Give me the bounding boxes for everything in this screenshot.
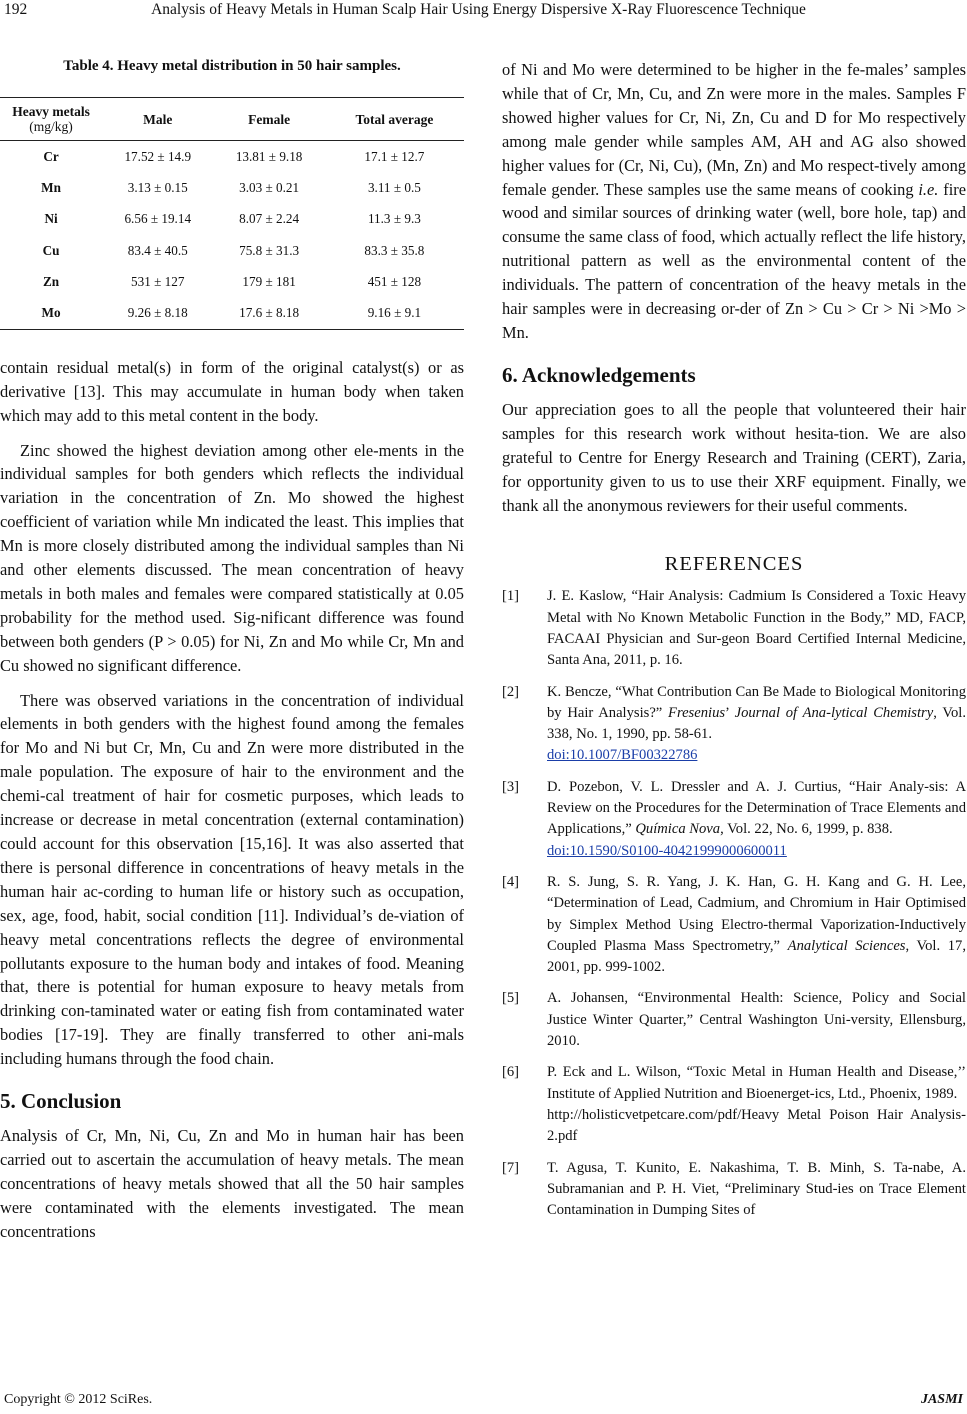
- col-header-total: Total average: [355, 111, 434, 127]
- cell-female: 17.6 ± 8.18: [239, 305, 300, 321]
- cell-total: 83.3 ± 35.8: [364, 242, 425, 258]
- reference-number: [6]: [502, 1064, 520, 1081]
- cell-metal: Zn: [42, 273, 60, 289]
- body-paragraph: Zinc showed the highest deviation among other ele-ments in the individual samples for both genders which reflects the individual variation in the concentration of Zn. Mo showed the highest coefficient of variation while Mn indicated the least. This implies that Mn is more closely distributed among the individual samples than Ni and other elements discussed. The mean concentration of heavy metals in both males and females were compared statistically at 0.05 probability for the method used. Sig-nificant difference was found between both genders (P > 0.05) for Ni, Zn and Mo while Cr, Mn and Cu showed no significant difference.: [0, 440, 464, 675]
- table-row: [0, 141, 464, 173]
- journal-abbrev: JASMI: [920, 1392, 963, 1407]
- conclusion-paragraph: Analysis of Cr, Mn, Ni, Cu, Zn and Mo in human hair has been carried out to ascertain the accumulation of heavy metals. The mean concentrations of heavy metals showed that all the 50 hair samples were contaminated with the elements investigated. The mean concentrations: [0, 1126, 464, 1241]
- table-header-row: [0, 98, 464, 141]
- references-heading: REFERENCES: [664, 553, 804, 576]
- doi-link[interactable]: doi:10.1590/S0100-40421999000600011: [547, 842, 787, 859]
- table-row: [0, 204, 464, 235]
- cell-metal: Cr: [43, 148, 59, 164]
- right-column: [502, 58, 966, 1221]
- table-row: [0, 266, 464, 297]
- reference-number: [7]: [502, 1159, 520, 1176]
- doi-link[interactable]: doi:10.1007/BF00322786: [547, 747, 698, 764]
- heavy-metal-table: [0, 97, 464, 330]
- cell-female: 8.07 ± 2.24: [239, 211, 300, 227]
- cell-total: 17.1 ± 12.7: [364, 148, 425, 164]
- cell-total: 3.11 ± 0.5: [367, 179, 421, 195]
- col-header-metal: Heavy metals (mg/kg): [0, 98, 102, 141]
- cell-total: 9.16 ± 9.1: [367, 305, 422, 321]
- page-header: [0, 0, 967, 26]
- left-column: [0, 58, 464, 1244]
- col-header-unit: (mg/kg): [29, 119, 73, 134]
- reference-number: [5]: [502, 990, 520, 1007]
- cell-female: 179 ± 181: [242, 273, 296, 289]
- reference-item: [6] P. Eck and L. Wilson, “Toxic Metal in Human Health and Disease,’’ Institute of Applied Nutrition and Bioenerget-ics, Ltd., Phoenix, 1989. http://holisticvetpetcare.com/pdf/Heavy Metal Poison Hair Analysis-2.pdf: [502, 1064, 966, 1145]
- table-row: [0, 235, 464, 266]
- reference-item: [1] J. E. Kaslow, “Hair Analysis: Cadmium Is Considered a Toxic Heavy Metal with No Known Metabolic Function in the Body,” MD, FACP, FACAAI Physician and Sur-geon Board Certified Internal Medicine, Santa Ana, 2011, p. 16.: [502, 588, 966, 669]
- cell-metal: Mo: [41, 305, 61, 321]
- cell-total: 11.3 ± 9.3: [367, 211, 421, 227]
- reference-item: [5] A. Johansen, “Environmental Health: Science, Policy and Social Justice Winter Quarter,” Central Washington Uni-versity, Ellensburg, 2010.: [502, 990, 966, 1050]
- reference-number: [3]: [502, 778, 520, 795]
- table-row: [0, 172, 464, 203]
- col-header-male: Male: [143, 111, 173, 127]
- reference-number: [1]: [502, 588, 520, 605]
- body-paragraph: There was observed variations in the concentration of individual elements in both genders with the highest found among the females for Mo and Ni but Cr, Mn, Cu and Zn were more distributed in the male population. The exposure of hair to the environment and the chemi-cal treatment of hair for cosmetic purposes, which leads to increase or decrease in metal concentration (external contamination) could account for this observation [15,16]. It was also asserted that there is personal difference in concentrations of heavy metals in the human hair ac-cording to human life or history such as occupation, sex, age, food, habit, social condition [11]. Individual’s de-viation of heavy metal concentrations reflects the degree of environmental pollutants exposure to the human body and intakes of food. Meaning that, there is potential for human exposure to heavy metals from drinking con-taminated water or eating fish from contaminated water bodies [17-19]. They are finally transferred to other ani-mals including humans through the food chain.: [0, 690, 464, 1069]
- table-caption: Table 4. Heavy metal distribution in 50 hair samples.: [63, 58, 401, 74]
- reference-item: [4] R. S. Jung, S. R. Yang, J. K. Han, G. H. Kang and G. H. Lee, “Determination of Lead, Cadmium, and Chromium in Hair Optimised by Simplex Method Using Electro-thermal Vaporization-Inductively Coupled Plasma Mass Spectrometry,” Analytical Sciences, Vol. 17, 2001, pp. 999-1002.: [502, 873, 966, 976]
- cell-total: 451 ± 128: [367, 273, 422, 289]
- reference-number: [2]: [502, 683, 520, 700]
- cell-male: 3.13 ± 0.15: [127, 179, 188, 195]
- reference-item: [7] T. Agusa, T. Kunito, E. Nakashima, T. B. Minh, S. Ta-nabe, A. Subramanian and P. H. Viet, “Preliminary Stud-ies on Trace Element Contamination in Dumping Sites of: [502, 1159, 966, 1219]
- cell-female: 75.8 ± 31.3: [239, 242, 300, 258]
- section-heading-conclusion: 5. Conclusion: [0, 1089, 122, 1114]
- cell-male: 83.4 ± 40.5: [127, 242, 188, 258]
- col-header-female: Female: [248, 111, 291, 127]
- reference-item: [3] D. Pozebon, V. L. Dressler and A. J. Curtius, “Hair Analy-sis: A Review on the Procedures for the Determination of Trace Elements and Applications,” Química Nova, Vol. 22, No. 6, 1999, p. 838. doi:10.1590/S0100-40421999000600011: [502, 778, 966, 859]
- cell-male: 9.26 ± 8.18: [127, 305, 188, 321]
- running-title: Analysis of Heavy Metals in Human Scalp Hair Using Energy Dispersive X-Ray Fluorescence Technique: [151, 1, 806, 18]
- reference-item: [2] K. Bencze, “What Contribution Can Be Made to Biological Monitoring by Hair Analysis?” Fresenius’ Journal of Ana-lytical Chemistry, Vol. 338, No. 1, 1990, pp. 58-61. doi:10.1007/BF00322786: [502, 683, 966, 764]
- cell-male: 531 ± 127: [131, 273, 185, 289]
- cell-metal: Ni: [44, 211, 58, 227]
- cell-metal: Cu: [42, 242, 60, 258]
- reference-number: [4]: [502, 873, 520, 890]
- copyright: Copyright © 2012 SciRes.: [4, 1392, 153, 1407]
- body-paragraph: contain residual metal(s) in form of the original catalyst(s) or as derivative [13]. This may accumulate in human body when taken which may add to this metal content in the body.: [0, 357, 464, 425]
- reference-url[interactable]: http://holisticvetpetcare.com/pdf/Heavy Metal Poison Hair Analysis-2.pdf: [547, 1106, 966, 1145]
- page-number: 192: [4, 1, 28, 18]
- cell-female: 3.03 ± 0.21: [239, 179, 300, 195]
- section-heading-acknowledgements: 6. Acknowledgements: [502, 362, 696, 387]
- cell-male: 6.56 ± 19.14: [124, 211, 192, 227]
- cell-female: 13.81 ± 9.18: [235, 148, 303, 164]
- conclusion-continued: of Ni and Mo were determined to be higher in the fe-males’ samples while that of Cr, Mn, Cu, and Zn were more in the males. Samples F showed higher values for Cr, Ni, Zn, Cu and D for Mo respectively among male gender while samples AM, AH and AG also showed higher values for (Cr, Ni, Cu), (Mn, Zn) and Mo respect-tively among female gender. These samples use the same means of cooking i.e. fire wood and similar sources of drinking water (well, bore hole, tap) and consume the same class of food, which actually reflect the life history, nutritional pattern as well as the environmental content of the individuals. The pattern of concentration of the heavy metals in the hair samples were in decreasing or-der of Zn > Cu > Cr > Ni >Mo > Mn.: [502, 60, 966, 342]
- ie-abbrev: i.e.: [918, 179, 939, 199]
- cell-metal: Mn: [41, 179, 61, 195]
- acknowledgements-paragraph: Our appreciation goes to all the people that volunteered their hair samples for this research work without hesita-tion. We are also grateful to Centre for Energy Research and Training (CERT), Zaria, for opportunity given to us to use their XRF equipment. Finally, we thank all the anonymous reviewers for their useful comments.: [502, 399, 966, 515]
- table-row: [0, 297, 464, 329]
- cell-male: 17.52 ± 14.9: [124, 148, 192, 164]
